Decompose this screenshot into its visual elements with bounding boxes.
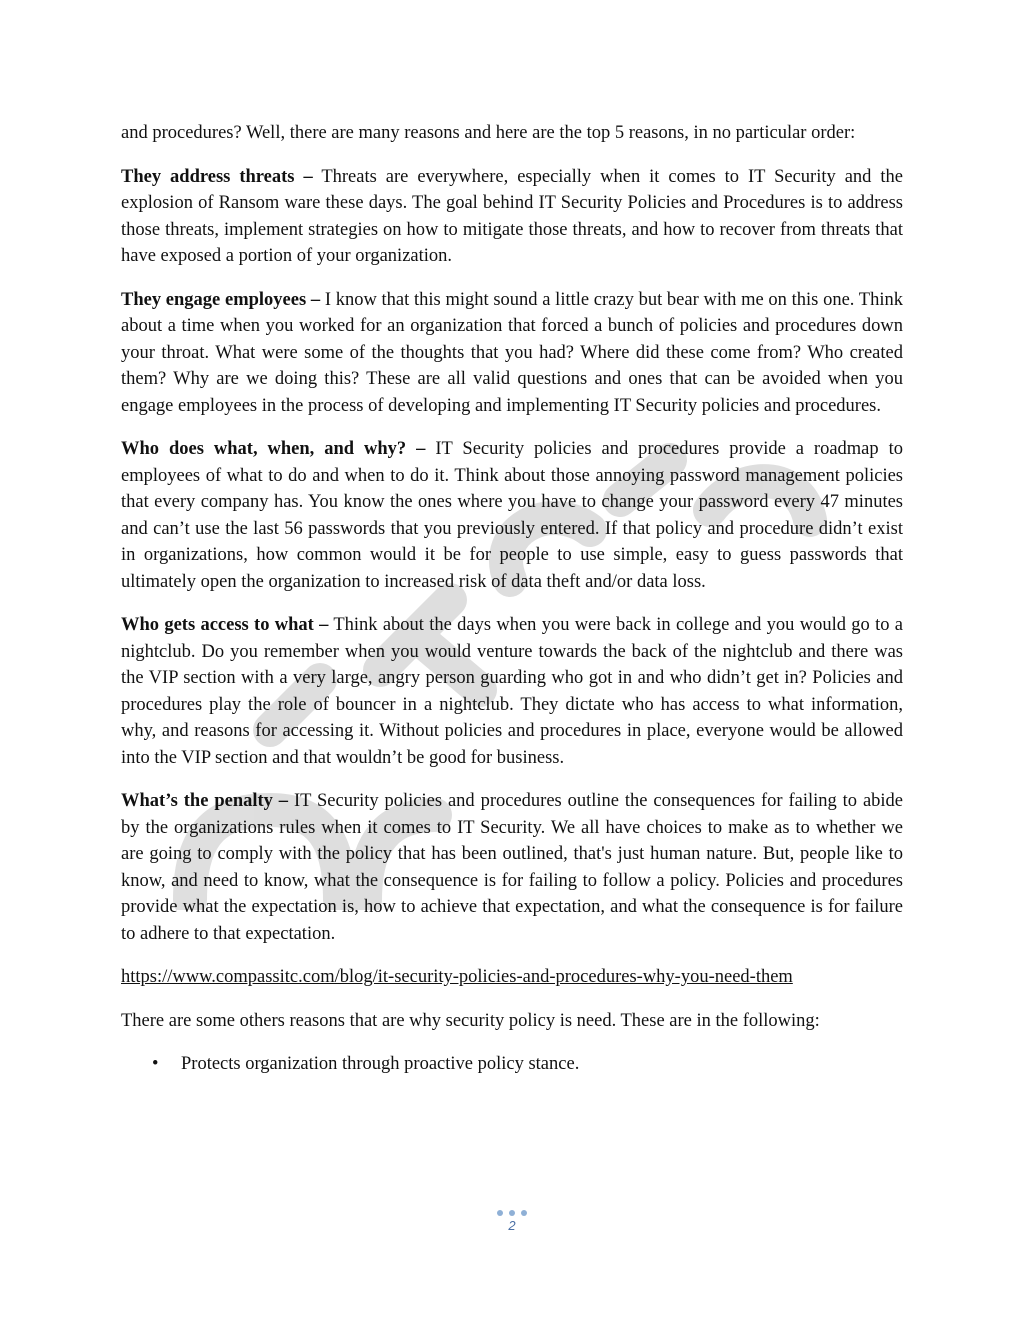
section-heading: They engage employees – (121, 289, 321, 310)
section-text: Think about the days when you were back in college and you would go to a nightclub. Do you remember when you would venture towards the back of the nightclub and there was the VIP section with a very large, angry person guarding who got in and who didn’t get in? Policies and procedures play the role of bouncer in a nightclub. They dictate who has access to what information, why, and reasons for accessing it. Without policies and procedures in place, everyone would be allowed into the VIP section and that wouldn’t be good for business. (121, 615, 903, 768)
intro-paragraph: and procedures? Well, there are many reasons and here are the top 5 reasons, in no particular order: (121, 123, 856, 143)
section-text: IT Security policies and procedures provide a roadmap to employees of what to do and when to do it. Think about those annoying password management policies that every company has. You know the ones where you have to change your password every 47 minutes and can’t use the last 56 passwords that you previously entered. If that policy and procedure didn’t exist in organizations, how common would it be for people to use simple, easy to guess passwords that ultimately open the organization to increased risk of data theft and/or data loss. (121, 439, 903, 592)
section-paragraph (121, 612, 903, 771)
dot-icon (509, 1210, 515, 1216)
section-text: I know that this might sound a little crazy but bear with me on this one. Think about a time when you worked for an organization that forced a bunch of policies and procedures down your throat. What were some of the thoughts that you had? Where did these come from? Who created them? Why are we doing this? These are all valid questions and ones that can be avoided when you engage employees in the process of developing and implementing IT Security policies and procedures. (121, 289, 903, 416)
section-heading: They address threats – (121, 166, 313, 187)
section-paragraph (121, 287, 903, 420)
list-item (121, 1051, 903, 1078)
dot-icon (497, 1210, 503, 1216)
footer-dots-icon (0, 1210, 1024, 1216)
source-link[interactable]: https://www.compassitc.com/blog/it-security-policies-and-procedures-why-you-need-them (121, 967, 793, 987)
section-heading: Who gets access to what – (121, 615, 329, 635)
list-item-text: Protects organization through proactive policy stance. (181, 1054, 580, 1074)
section-paragraph (121, 164, 903, 270)
section-paragraph (121, 436, 903, 595)
document-body (121, 120, 903, 1078)
bullet-icon: • (152, 1054, 159, 1074)
page-number: 2 (508, 1218, 516, 1233)
section-paragraph (121, 788, 903, 947)
dot-icon (521, 1210, 527, 1216)
others-intro-paragraph: There are some others reasons that are why security policy is need. These are in the following: (121, 1010, 820, 1031)
section-text: IT Security policies and procedures outline the consequences for failing to abide by the organizations rules when it comes to IT Security. We all have choices to make as to whether we are going to comply with the policy that has been outlined, that's just human nature. But, people like to know, and need to know, what the consequence is for failing to follow a policy. Policies and procedures provide what the expectation is, how to achieve that expectation, and what the consequence is for failure to adhere to that expectation. (121, 791, 903, 944)
bullet-list (121, 1051, 903, 1078)
page-footer (0, 1210, 1024, 1233)
section-heading: What’s the penalty – (121, 791, 289, 811)
section-heading: Who does what, when, and why? – (121, 439, 426, 459)
section-text: Threats are everywhere, especially when it comes to IT Security and the explosion of Ransom ware these days. The goal behind IT Security Policies and Procedures is to address those threats, implement strategies on how to mitigate those threats, and how to recover from threats that have exposed a portion of your organization. (121, 166, 903, 266)
source-link-paragraph (121, 964, 903, 991)
